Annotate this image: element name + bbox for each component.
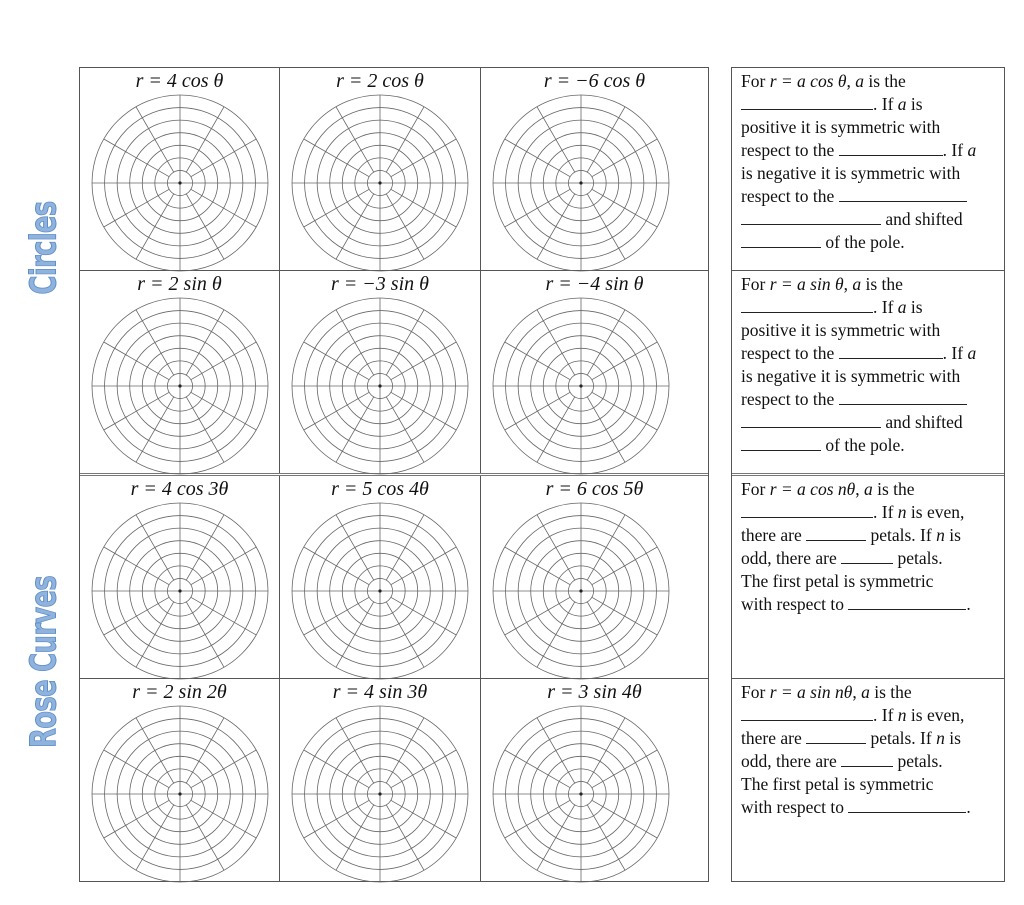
polar-ray — [191, 597, 256, 635]
answer-blank[interactable] — [841, 549, 893, 564]
answer-blank[interactable] — [741, 233, 821, 248]
note-text: with respect to — [741, 594, 845, 614]
row-sin-roses — [80, 679, 708, 881]
note-text: of the pole. — [825, 435, 905, 455]
equation-label: r = 4 cos θ — [135, 70, 224, 92]
polar-grid[interactable] — [87, 498, 273, 684]
polar-ray — [186, 515, 224, 580]
graph-cell — [481, 476, 708, 678]
pole-point — [579, 589, 582, 592]
polar-ray — [587, 107, 625, 172]
graph-cell — [481, 68, 708, 270]
note-text: For — [741, 274, 770, 294]
note-text: . If — [873, 94, 898, 114]
polar-ray — [505, 750, 570, 788]
notes-column — [731, 67, 1005, 882]
polar-ray — [304, 800, 369, 838]
polar-ray — [104, 392, 169, 430]
note-text: , — [843, 274, 853, 294]
polar-ray — [336, 718, 374, 783]
answer-blank[interactable] — [806, 729, 866, 744]
polar-ray — [537, 515, 575, 580]
polar-ray — [505, 597, 570, 635]
polar-ray — [587, 515, 625, 580]
equation-label: r = 5 cos 4θ — [331, 478, 429, 500]
note-text: The first petal is symmetric — [741, 571, 934, 591]
graph-cell — [80, 476, 280, 678]
polar-grid[interactable] — [488, 90, 674, 276]
note-text: is — [906, 94, 923, 114]
polar-ray — [191, 750, 256, 788]
pole-point — [378, 181, 381, 184]
note-text: petals. — [897, 751, 943, 771]
polar-ray — [336, 515, 374, 580]
answer-blank[interactable] — [848, 595, 966, 610]
polar-ray — [592, 800, 657, 838]
note-text: is negative it is symmetric with — [741, 163, 961, 183]
polar-grid[interactable] — [287, 90, 473, 276]
polar-ray — [505, 547, 570, 585]
note-text: is — [906, 297, 923, 317]
pole-point — [579, 384, 582, 387]
note-equation: r = a cos nθ — [769, 479, 856, 499]
note-variable: n — [936, 525, 945, 545]
note-variable: n — [936, 728, 945, 748]
polar-ray — [592, 750, 657, 788]
polar-ray — [505, 342, 570, 380]
note-text: . — [966, 797, 971, 817]
polar-ray — [336, 194, 374, 259]
polar-ray — [592, 392, 657, 430]
note-text: petals. If — [870, 525, 937, 545]
polar-ray — [537, 107, 575, 172]
polar-grid[interactable] — [287, 498, 473, 684]
polar-ray — [336, 805, 374, 870]
polar-ray — [136, 718, 174, 783]
polar-ray — [186, 805, 224, 870]
note-text: respect to the — [741, 343, 835, 363]
answer-blank[interactable] — [839, 187, 967, 202]
graph-cell — [80, 679, 280, 881]
polar-ray — [592, 139, 657, 177]
polar-ray — [186, 107, 224, 172]
polar-grid[interactable] — [287, 701, 473, 887]
note-text: . If — [942, 343, 968, 363]
polar-graph-table — [79, 67, 709, 882]
polar-ray — [391, 597, 456, 635]
polar-ray — [537, 397, 575, 462]
note-text: there are — [741, 728, 802, 748]
polar-ray — [587, 397, 625, 462]
polar-ray — [191, 547, 256, 585]
polar-grid[interactable] — [87, 701, 273, 887]
note-text: odd, there are — [741, 751, 837, 771]
note-text: , — [855, 479, 864, 499]
row-cos-circles — [80, 68, 708, 271]
answer-blank[interactable] — [741, 706, 873, 721]
polar-ray — [304, 750, 369, 788]
equation-label: r = 2 sin θ — [137, 273, 222, 295]
polar-ray — [191, 800, 256, 838]
polar-grid[interactable] — [488, 293, 674, 479]
note-text: and shifted — [885, 412, 963, 432]
pole-point — [178, 589, 181, 592]
polar-grid[interactable] — [287, 293, 473, 479]
note-text: For — [741, 682, 770, 702]
answer-blank[interactable] — [806, 526, 866, 541]
polar-ray — [136, 107, 174, 172]
note-variable: a — [863, 479, 873, 499]
note-text: . If — [873, 297, 898, 317]
polar-ray — [391, 547, 456, 585]
graph-cell — [280, 476, 481, 678]
polar-ray — [186, 397, 224, 462]
polar-ray — [537, 805, 575, 870]
polar-ray — [592, 342, 657, 380]
note-text: . — [966, 594, 971, 614]
polar-ray — [386, 194, 424, 259]
note-text: is even, — [906, 705, 965, 725]
polar-ray — [505, 800, 570, 838]
note-text: of the pole. — [825, 232, 905, 252]
polar-ray — [104, 547, 169, 585]
polar-ray — [386, 107, 424, 172]
note-sin-circle — [732, 271, 1004, 476]
polar-ray — [104, 342, 169, 380]
note-text: petals. If — [870, 728, 937, 748]
polar-ray — [136, 515, 174, 580]
answer-blank[interactable] — [741, 95, 873, 110]
polar-ray — [386, 718, 424, 783]
polar-ray — [136, 805, 174, 870]
row-sin-circles — [80, 271, 708, 476]
polar-ray — [304, 189, 369, 227]
polar-ray — [186, 310, 224, 375]
graph-cell — [80, 68, 280, 270]
note-text: . If — [873, 502, 898, 522]
polar-grid[interactable] — [488, 701, 674, 887]
graph-cell — [280, 271, 481, 473]
polar-ray — [336, 602, 374, 667]
pole-point — [378, 384, 381, 387]
polar-ray — [104, 597, 169, 635]
polar-ray — [104, 189, 169, 227]
note-variable: a — [897, 94, 907, 114]
polar-ray — [587, 805, 625, 870]
polar-grid[interactable] — [87, 293, 273, 479]
pole-point — [178, 384, 181, 387]
graph-cell — [481, 271, 708, 473]
note-text: , — [852, 682, 862, 702]
note-variable: n — [897, 705, 907, 725]
polar-ray — [186, 602, 224, 667]
note-text: For — [741, 71, 770, 91]
polar-ray — [505, 392, 570, 430]
polar-ray — [136, 602, 174, 667]
polar-grid[interactable] — [488, 498, 674, 684]
note-variable: a — [855, 71, 864, 91]
circles-section-label: Circles — [23, 201, 65, 295]
note-text: respect to the — [741, 389, 835, 409]
polar-ray — [587, 194, 625, 259]
note-variable: a — [897, 297, 907, 317]
note-text: positive it is symmetric with — [741, 117, 941, 137]
note-text: is negative it is symmetric with — [741, 366, 961, 386]
pole-point — [178, 181, 181, 184]
polar-ray — [391, 342, 456, 380]
polar-ray — [336, 107, 374, 172]
graph-cell — [280, 679, 481, 881]
polar-ray — [592, 547, 657, 585]
answer-blank[interactable] — [839, 344, 943, 359]
polar-ray — [592, 189, 657, 227]
polar-ray — [391, 800, 456, 838]
polar-ray — [505, 139, 570, 177]
equation-label: r = 2 cos θ — [336, 70, 424, 92]
pole-point — [579, 181, 582, 184]
rose-curves-section-label: Rose Curves — [23, 575, 65, 749]
polar-ray — [186, 194, 224, 259]
equation-label: r = 3 sin 4θ — [547, 681, 642, 703]
polar-ray — [304, 392, 369, 430]
graph-cell — [280, 68, 481, 270]
polar-ray — [386, 397, 424, 462]
polar-ray — [136, 194, 174, 259]
pole-point — [378, 589, 381, 592]
polar-ray — [104, 750, 169, 788]
note-equation: r = a sin θ — [769, 274, 844, 294]
polar-ray — [104, 139, 169, 177]
polar-ray — [537, 718, 575, 783]
note-variable: n — [897, 502, 907, 522]
note-text: respect to the — [741, 140, 835, 160]
polar-ray — [386, 310, 424, 375]
note-text: respect to the — [741, 186, 835, 206]
polar-ray — [391, 189, 456, 227]
graph-cell — [80, 271, 280, 473]
note-text: is the — [869, 682, 912, 702]
answer-blank[interactable] — [841, 752, 893, 767]
polar-ray — [304, 139, 369, 177]
note-equation: r = a cos θ — [769, 71, 847, 91]
equation-label: r = −4 sin θ — [545, 273, 644, 295]
note-text: . If — [942, 140, 968, 160]
equation-label: r = 6 cos 5θ — [545, 478, 644, 500]
polar-ray — [386, 805, 424, 870]
answer-blank[interactable] — [839, 390, 967, 405]
note-variable: a — [852, 274, 862, 294]
note-variable: a — [967, 140, 977, 160]
polar-ray — [587, 310, 625, 375]
note-text: is — [944, 728, 961, 748]
polar-ray — [191, 139, 256, 177]
note-text: is — [944, 525, 961, 545]
note-cos-rose — [732, 476, 1004, 679]
polar-ray — [191, 342, 256, 380]
pole-point — [178, 792, 181, 795]
polar-ray — [304, 342, 369, 380]
polar-ray — [537, 602, 575, 667]
note-variable: a — [967, 343, 977, 363]
polar-ray — [537, 310, 575, 375]
note-text: The first petal is symmetric — [741, 774, 934, 794]
answer-blank[interactable] — [741, 503, 873, 518]
note-equation: r = a sin nθ — [769, 682, 853, 702]
note-text: odd, there are — [741, 548, 837, 568]
polar-ray — [336, 310, 374, 375]
note-text: . If — [873, 705, 898, 725]
polar-ray — [386, 515, 424, 580]
polar-ray — [191, 392, 256, 430]
equation-label: r = 4 cos 3θ — [130, 478, 229, 500]
polar-ray — [136, 397, 174, 462]
note-text: petals. — [897, 548, 943, 568]
note-text: , — [846, 71, 856, 91]
polar-ray — [537, 194, 575, 259]
note-text: is the — [872, 479, 915, 499]
answer-blank[interactable] — [741, 210, 881, 225]
polar-ray — [587, 602, 625, 667]
note-text: is the — [863, 71, 906, 91]
pole-point — [579, 792, 582, 795]
equation-label: r = 2 sin 2θ — [132, 681, 227, 703]
graph-cell — [481, 679, 708, 881]
equation-label: r = −6 cos θ — [543, 70, 646, 92]
polar-ray — [587, 718, 625, 783]
answer-blank[interactable] — [741, 298, 873, 313]
note-text: is even, — [906, 502, 965, 522]
polar-grid[interactable] — [87, 90, 273, 276]
equation-label: r = −3 sin θ — [331, 273, 429, 295]
polar-ray — [386, 602, 424, 667]
polar-ray — [592, 597, 657, 635]
polar-ray — [186, 718, 224, 783]
polar-ray — [505, 189, 570, 227]
polar-ray — [104, 800, 169, 838]
polar-ray — [391, 392, 456, 430]
answer-blank[interactable] — [839, 141, 943, 156]
pole-point — [378, 792, 381, 795]
polar-ray — [304, 547, 369, 585]
polar-ray — [136, 310, 174, 375]
note-sin-rose — [732, 679, 1004, 881]
polar-ray — [336, 397, 374, 462]
note-text: is the — [861, 274, 903, 294]
note-text: and shifted — [885, 209, 963, 229]
answer-blank[interactable] — [741, 436, 821, 451]
note-text: with respect to — [741, 797, 845, 817]
note-cos-circle — [732, 68, 1004, 271]
note-text: there are — [741, 525, 802, 545]
polar-ray — [304, 597, 369, 635]
answer-blank[interactable] — [741, 413, 881, 428]
polar-ray — [391, 750, 456, 788]
note-text: positive it is symmetric with — [741, 320, 941, 340]
row-cos-roses — [80, 476, 708, 679]
polar-ray — [191, 189, 256, 227]
equation-label: r = 4 sin 3θ — [332, 681, 428, 703]
note-variable: a — [861, 682, 870, 702]
polar-ray — [391, 139, 456, 177]
answer-blank[interactable] — [848, 798, 966, 813]
note-text: For — [741, 479, 770, 499]
